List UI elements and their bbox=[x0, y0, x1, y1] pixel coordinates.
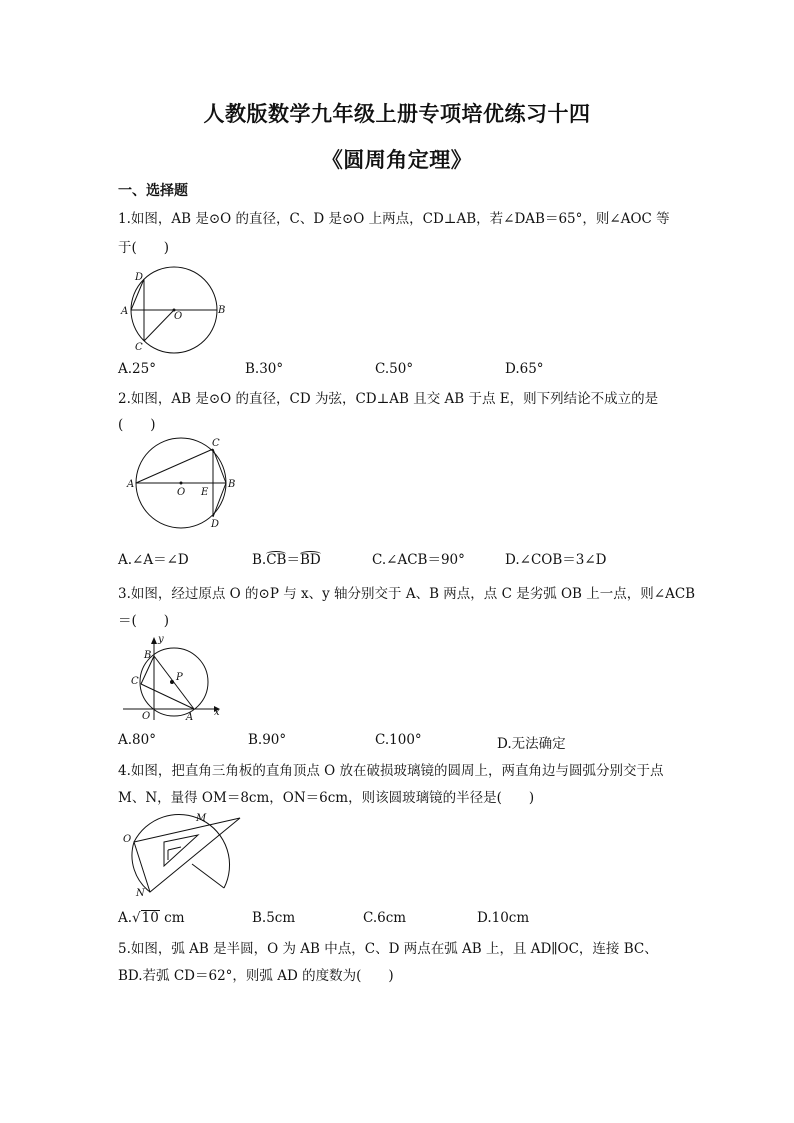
q3-option-d[interactable]: D.无法确定 bbox=[497, 736, 566, 752]
section-heading: 一、选择题 bbox=[118, 183, 188, 199]
arc-cb: CB bbox=[266, 552, 287, 568]
q2-option-b[interactable] bbox=[252, 548, 321, 568]
fig2-label-c: C bbox=[212, 438, 220, 449]
q2-option-b-letter: B. bbox=[252, 552, 267, 568]
q2-option-c[interactable]: C.∠ACB＝90° bbox=[372, 552, 465, 568]
question-4-text: 4.如图，把直角三角板的直角顶点 O 放在破损玻璃镜的圆周上，两直角边与圆弧分别交于点 bbox=[118, 763, 664, 779]
question-1-figure bbox=[118, 264, 238, 360]
question-3-text-cont: ＝( ) bbox=[118, 613, 170, 629]
fig1-label-a: A bbox=[121, 306, 129, 317]
fig4-label-o: O bbox=[123, 834, 132, 845]
fig2-label-b: B bbox=[228, 479, 236, 490]
q1-option-d[interactable]: D.65° bbox=[505, 361, 544, 377]
arc-bd: BD bbox=[299, 552, 321, 568]
question-5-text: 5.如图，弧 AB 是半圆，O 为 AB 中点，C、D 两点在弧 AB 上，且 AD∥OC，连接 BC、 bbox=[118, 941, 658, 957]
question-2-text-cont: ( ) bbox=[118, 417, 156, 433]
fig3-label-y: y bbox=[158, 634, 164, 645]
question-1-text: 1.如图，AB 是⊙O 的直径，C、D 是⊙O 上两点，CD⊥AB，若∠DAB＝65°，则∠AOC 等 bbox=[118, 211, 670, 227]
fig3-label-b: B bbox=[144, 650, 152, 661]
q4-option-d[interactable]: D.10cm bbox=[477, 910, 530, 926]
q2-option-d[interactable]: D.∠COB＝3∠D bbox=[505, 552, 607, 568]
q1-option-b[interactable]: B.30° bbox=[245, 361, 284, 377]
q4-option-a-letter: A. bbox=[118, 910, 133, 926]
fig1-label-b: B bbox=[218, 305, 226, 316]
fig4-label-n: N bbox=[136, 888, 145, 899]
fig3-label-c: C bbox=[131, 676, 139, 687]
document-title: 人教版数学九年级上册专项培优练习十四 bbox=[203, 101, 591, 126]
q4-option-c[interactable]: C.6cm bbox=[363, 910, 407, 926]
q1-option-c[interactable]: C.50° bbox=[375, 361, 414, 377]
q2-option-b-equals: ＝ bbox=[286, 552, 300, 568]
q4-option-b[interactable]: B.5cm bbox=[252, 910, 296, 926]
q4-option-a-unit: cm bbox=[164, 910, 185, 926]
fig3-label-x: x bbox=[214, 707, 220, 718]
q2-option-a[interactable]: A.∠A＝∠D bbox=[118, 552, 189, 568]
q3-option-b[interactable]: B.90° bbox=[248, 732, 287, 748]
fig2-label-a: A bbox=[127, 479, 135, 490]
q1-option-a[interactable]: A.25° bbox=[118, 361, 156, 377]
sqrt-sign: √ bbox=[132, 910, 141, 926]
fig1-label-c: C bbox=[135, 342, 143, 353]
fig1-label-d: D bbox=[135, 272, 144, 283]
question-3-figure bbox=[118, 632, 228, 724]
question-2-text: 2.如图，AB 是⊙O 的直径，CD 为弦，CD⊥AB 且交 AB 于点 E，则下列结论不成立的是 bbox=[118, 391, 659, 407]
fig2-label-d: D bbox=[211, 519, 220, 530]
fig3-label-a: A bbox=[186, 712, 194, 723]
fig3-label-o: O bbox=[142, 711, 151, 722]
q4-option-a[interactable] bbox=[118, 910, 185, 926]
fig1-label-o: O bbox=[174, 311, 183, 322]
question-2-figure bbox=[118, 433, 248, 533]
question-5-text-cont: BD.若弧 CD＝62°，则弧 AD 的度数为( ) bbox=[118, 968, 394, 984]
document-subtitle: 《圆周角定理》 bbox=[321, 147, 473, 172]
q4-option-a-radicand: 10 bbox=[141, 910, 159, 926]
fig2-label-e: E bbox=[201, 487, 209, 498]
q3-option-c[interactable]: C.100° bbox=[375, 732, 422, 748]
question-4-figure bbox=[118, 808, 253, 904]
fig3-label-p: P bbox=[176, 672, 183, 683]
fig4-label-m: M bbox=[196, 813, 207, 824]
question-1-text-cont: 于( ) bbox=[118, 240, 170, 256]
fig2-label-o: O bbox=[177, 487, 186, 498]
q3-option-a[interactable]: A.80° bbox=[118, 732, 156, 748]
question-3-text: 3.如图，经过原点 O 的⊙P 与 x、y 轴分别交于 A、B 两点，点 C 是劣弧 OB 上一点，则∠ACB bbox=[118, 586, 696, 602]
question-4-text-cont: M、N，量得 OM＝8cm，ON＝6cm，则该圆玻璃镜的半径是( ) bbox=[118, 790, 535, 806]
